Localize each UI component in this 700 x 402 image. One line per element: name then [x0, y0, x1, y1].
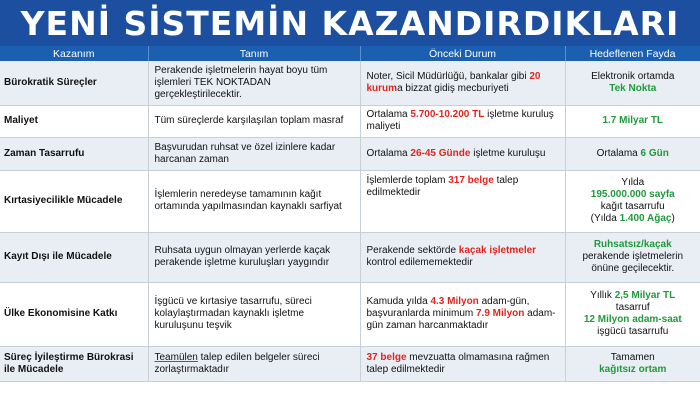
cell-onceki — [360, 232, 565, 282]
table-row — [0, 232, 700, 282]
text-segment: tasarruf — [615, 302, 650, 313]
highlight-green: 6 Gün — [640, 147, 669, 159]
highlight-red: 26-45 Günde — [410, 147, 471, 159]
text-segment: Yılda — [621, 177, 645, 188]
highlight-red: kaçak işletmeler — [458, 245, 537, 256]
cell-onceki — [360, 137, 565, 170]
header-kazanim: Kazanım — [0, 46, 148, 61]
text-segment: Ortalama — [366, 109, 411, 120]
text-segment: Elektronik ortamda — [591, 70, 675, 82]
text-segment: işgücü tasarrufu — [597, 326, 669, 337]
highlight-green: 1.7 Milyar TL — [602, 115, 664, 126]
text-segment-underlined: Teamülen — [154, 351, 198, 363]
text-segment: işletme kuruluşu — [470, 147, 546, 159]
text-segment: Ortalama — [366, 147, 411, 159]
title-banner — [0, 0, 700, 46]
comparison-table — [0, 46, 700, 382]
cell-onceki — [360, 105, 565, 137]
highlight-red: 5.700-10.200 TL — [410, 109, 485, 120]
cell-kazanim: Ülke Ekonomisine Katkı — [0, 282, 148, 346]
cell-kazanim: Maliyet — [0, 105, 148, 137]
cell-kazanim: Kırtasiyecilikle Mücadele — [0, 170, 148, 232]
cell-onceki — [360, 282, 565, 346]
cell-kazanim: Süreç İyileştirme Bürokrasi ile Mücadele — [0, 346, 148, 381]
cell-fayda — [565, 282, 700, 346]
cell-tanim — [148, 346, 360, 381]
text-segment: Kamuda yılda — [366, 296, 431, 307]
cell-fayda — [565, 232, 700, 282]
cell-tanim: İşlemlerin neredeyse tamamının kağıt ortamında yapılmasından kaynaklı sarfiyat — [148, 170, 360, 232]
header-tanim: Tanım — [148, 46, 360, 61]
cell-kazanim: Kayıt Dışı ile Mücadele — [0, 232, 148, 282]
table-row — [0, 170, 700, 232]
cell-fayda — [565, 61, 700, 105]
table-row — [0, 137, 700, 170]
highlight-green: 1.400 Ağaç — [619, 213, 672, 224]
highlight-green: Tek Nokta — [609, 82, 657, 94]
text-segment: kontrol edilememektedir — [366, 257, 473, 268]
cell-tanim: İşgücü ve kırtasiye tasarrufu, süreci kolaylaştırmadan kaynaklı işletme kuruluşunu teşvik — [148, 282, 360, 346]
cell-tanim: Tüm süreçlerde karşılaşılan toplam masraf — [148, 105, 360, 137]
text-segment: kağıt tasarrufu — [600, 201, 665, 212]
cell-tanim: Perakende işletmelerin hayat boyu tüm işlemleri TEK NOKTADAN gerçekleştirilecektir. — [148, 61, 360, 105]
text-segment: Noter, Sicil Müdürlüğü, bankalar gibi — [366, 70, 530, 82]
cell-tanim: Başvurudan ruhsat ve özel izinlere kadar harcanan zaman — [148, 137, 360, 170]
highlight-green: Ruhsatsız/kaçak — [593, 239, 672, 250]
text-segment: adam-gün zaman harcanmaktadır — [366, 308, 556, 331]
cell-fayda — [565, 170, 700, 232]
text-segment: ) — [671, 213, 675, 224]
highlight-red: 37 belge — [366, 351, 407, 363]
cell-kazanim: Bürokratik Süreçler — [0, 61, 148, 105]
text-segment: adam-gün, başvuranlarda minimum — [366, 296, 530, 319]
table-row — [0, 346, 700, 381]
text-segment: perakende işletmelerin önüne geçilecektir. — [582, 251, 684, 274]
text-segment: talep edilen belgeler süreci zorlaştırmaktadır — [154, 351, 320, 375]
text-segment: Yıllık — [590, 290, 615, 301]
text-segment: Ortalama — [596, 147, 641, 159]
text-segment: Perakende sektörde — [366, 245, 459, 256]
cell-fayda — [565, 137, 700, 170]
header-onceki-durum: Önceki Durum — [360, 46, 565, 61]
cell-tanim: Ruhsata uygun olmayan yerlerde kaçak perakende işletme kuruluşları yaygındır — [148, 232, 360, 282]
highlight-green: 12 Milyon adam-saat — [583, 314, 682, 325]
table-row — [0, 105, 700, 137]
highlight-red: 4.3 Milyon — [430, 296, 479, 307]
text-segment: işletme kuruluş maliyeti — [366, 109, 554, 132]
cell-fayda — [565, 105, 700, 137]
text-segment: Tamamen — [610, 351, 655, 363]
highlight-red: 20 kurum — [366, 70, 541, 94]
cell-fayda — [565, 346, 700, 381]
text-segment: (Yılda — [590, 213, 620, 224]
header-hedeflenen-fayda: Hedeflenen Fayda — [565, 46, 700, 61]
table-header-row — [0, 46, 700, 61]
text-segment: talep edilmektedir — [366, 174, 519, 198]
text-segment: İşlemlerde toplam — [366, 174, 449, 186]
highlight-red: 317 belge — [448, 174, 494, 186]
highlight-green: 195.000.000 sayfa — [590, 189, 675, 200]
cell-onceki — [360, 346, 565, 381]
page-title: YENİ SİSTEMİN KAZANDIRDIKLARI — [20, 3, 680, 43]
table-row — [0, 61, 700, 105]
highlight-red: 7.9 Milyon — [476, 308, 525, 319]
cell-onceki — [360, 61, 565, 105]
text-segment: mevzuatta olmamasına rağmen talep edilmektedir — [366, 351, 550, 375]
text-segment: a bizzat gidiş mecburiyeti — [397, 82, 509, 94]
table-row — [0, 282, 700, 346]
cell-kazanim: Zaman Tasarrufu — [0, 137, 148, 170]
highlight-green: 2,5 Milyar TL — [614, 290, 676, 301]
highlight-green: kağıtsız ortam — [599, 363, 667, 375]
cell-onceki — [360, 170, 565, 232]
